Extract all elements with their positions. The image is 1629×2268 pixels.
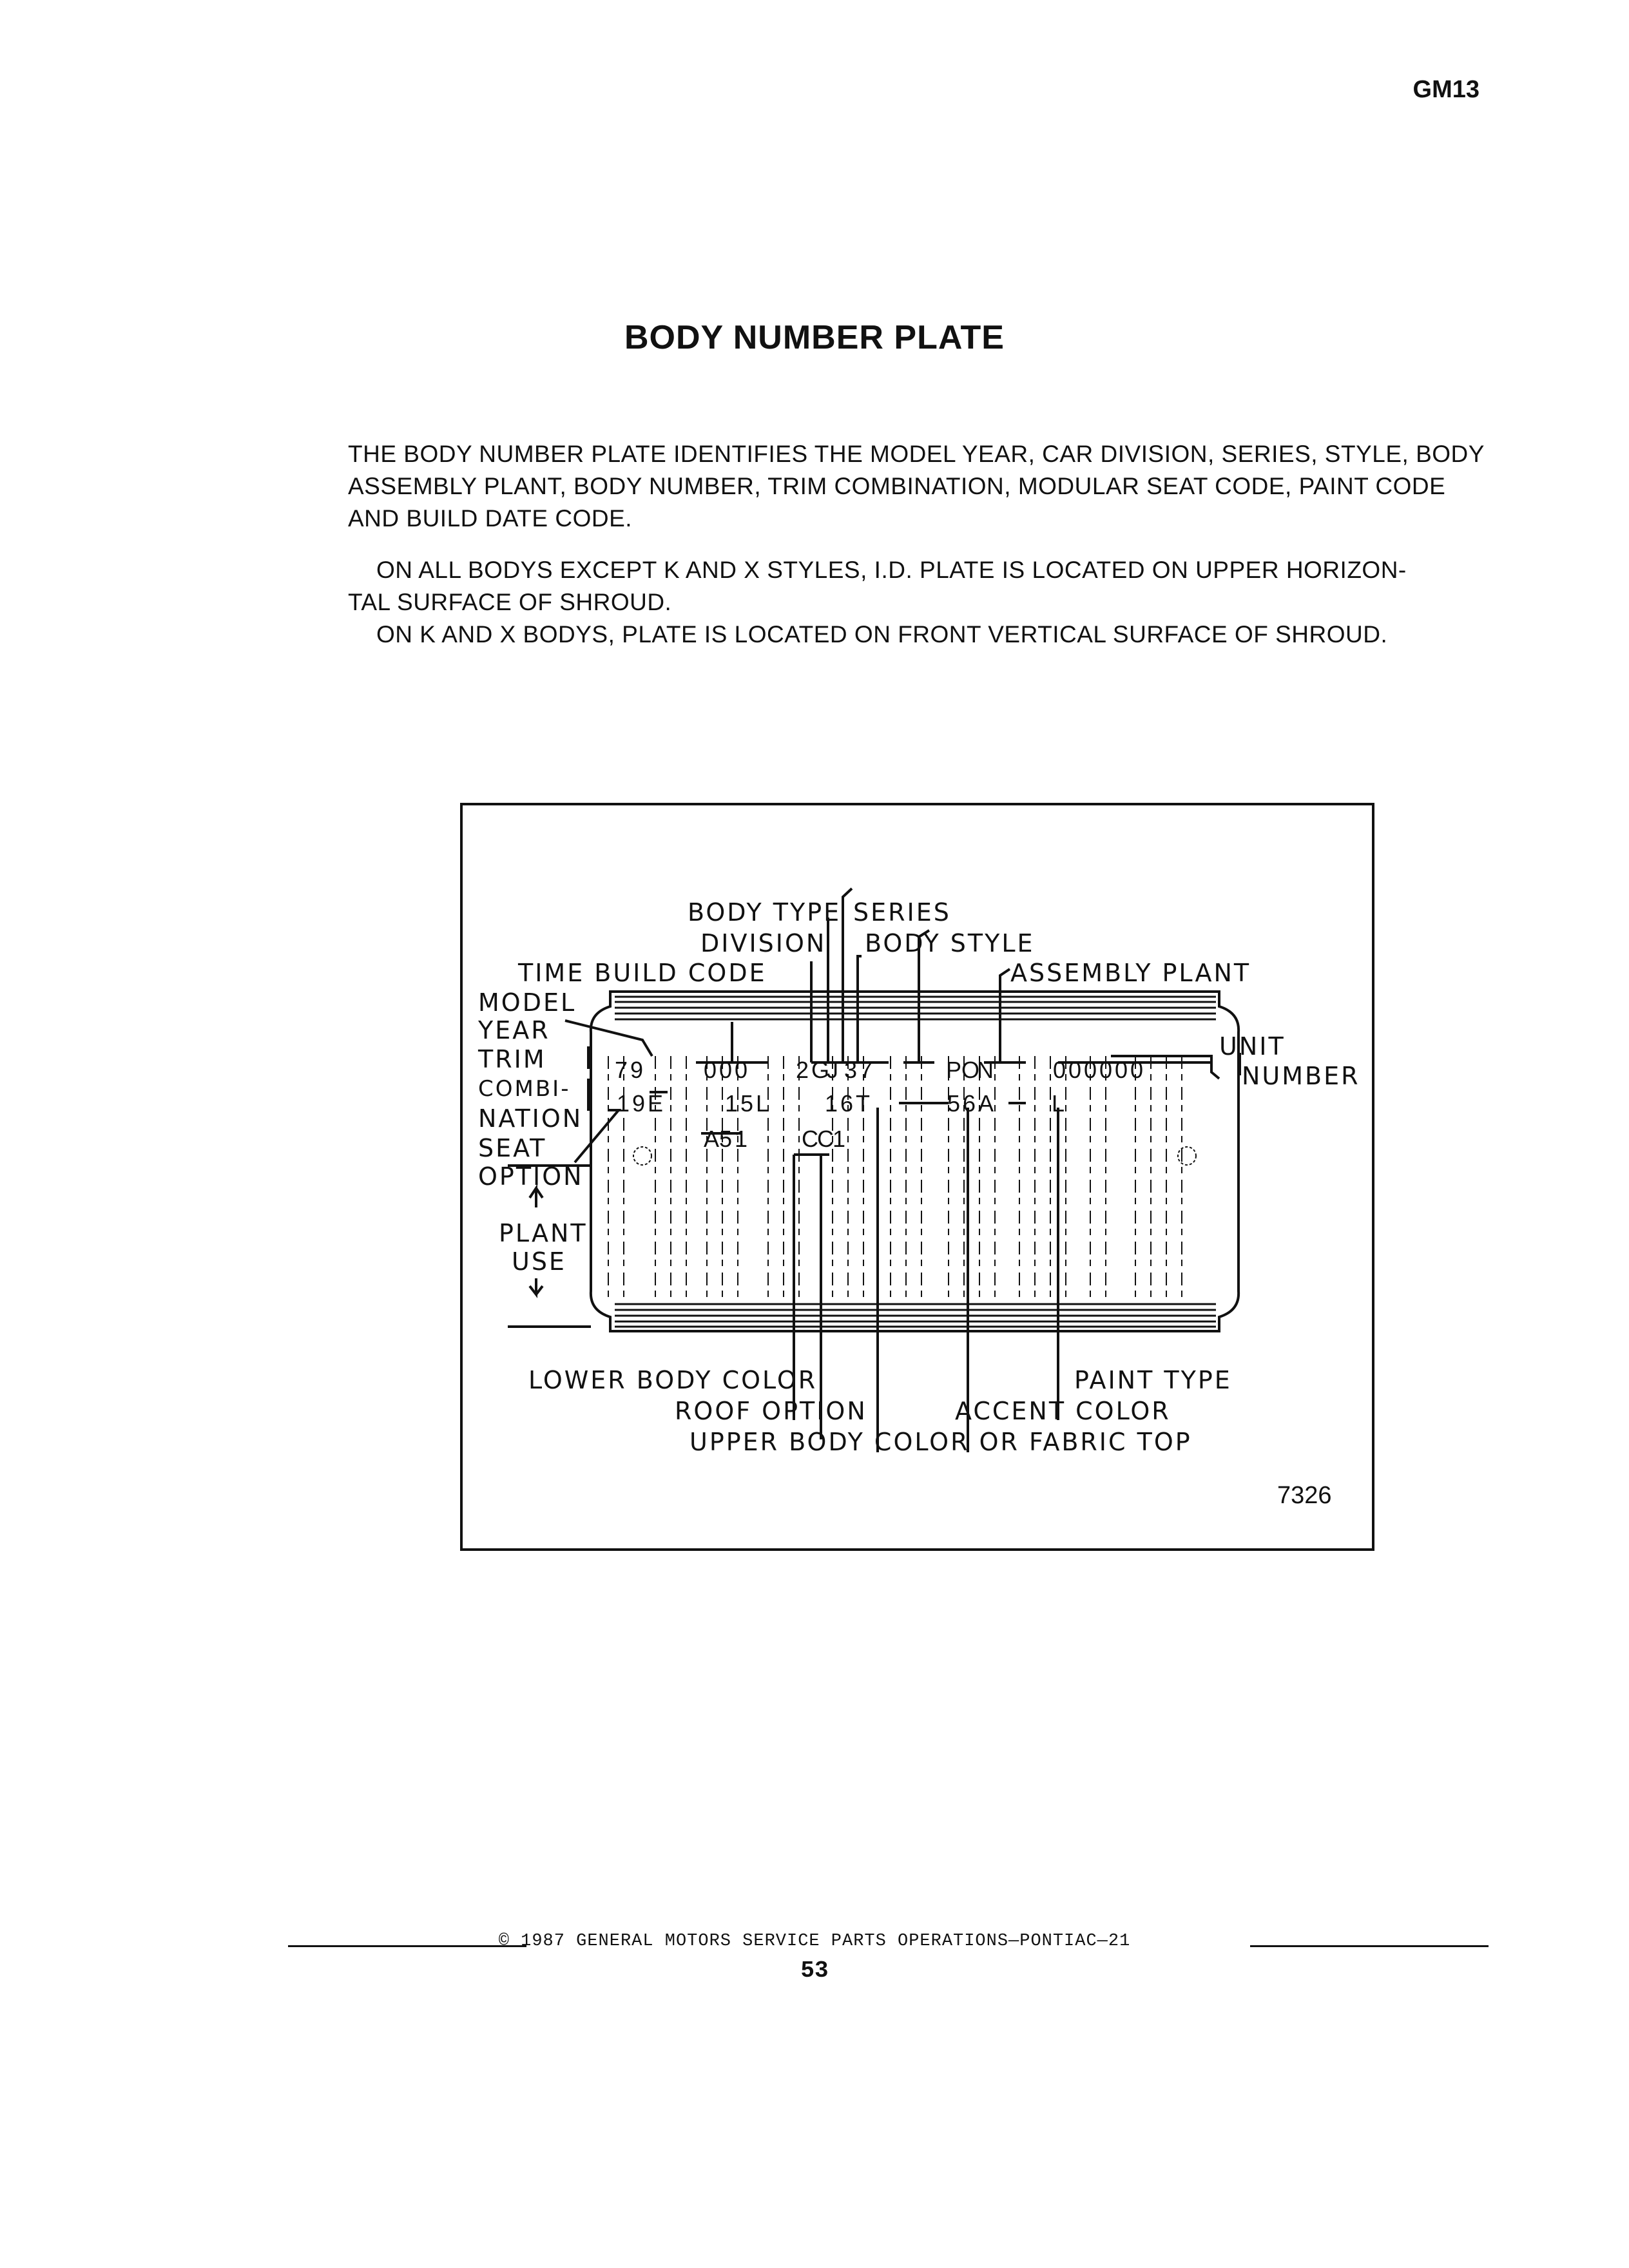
plate-char-row2: L [756,1090,769,1117]
plate-char-row1: 0 [1084,1057,1097,1083]
label-assembly-plant: ASSEMBLY PLANT [1010,959,1251,987]
label-body-style: BODY STYLE [865,929,1035,957]
plate-char-row1: 0 [1099,1057,1113,1083]
plate-char-row1: 0 [1115,1057,1128,1083]
plate-char-row2: 1 [825,1090,838,1117]
plate-char-row2: T [856,1090,870,1117]
plate-char-row3: 1 [735,1126,748,1152]
location-line-2: TAL SURFACE OF SHROUD. [348,589,672,615]
label-nation: NATION [478,1104,583,1133]
plate-char-row2: 1 [725,1090,738,1117]
label-paint-type: PAINT TYPE [1074,1366,1232,1394]
plate-char-row2: 6 [840,1090,854,1117]
plate-char-row2: 9 [632,1090,646,1117]
plate-char-row1: P [946,1057,962,1083]
label-body-type: BODY TYPE [688,898,842,927]
plate-char-row1: 0 [1053,1057,1066,1083]
label-number: NUMBER [1242,1062,1360,1090]
plate-char-row1: 9 [630,1057,644,1083]
location-line-3: ON K AND X BODYS, PLATE IS LOCATED ON FRONT VERTICAL SURFACE OF SHROUD. [376,621,1388,648]
plate-char-row1: 0 [719,1057,733,1083]
plate-char-row1: 7 [615,1057,628,1083]
label-time-build-code: TIME BUILD CODE [518,959,767,987]
plate-char-row2: 5 [740,1090,754,1117]
label-trim: TRIM [478,1045,546,1073]
intro-paragraph: THE BODY NUMBER PLATE IDENTIFIES THE MODEL YEAR, CAR DIVISION, SERIES, STYLE, BODY ASSEMBLY PLANT, BODY NUMBER, TRIM COMBINATION, MODULAR SEAT CODE, PAINT CODE AND BUILD DATE CODE. [348,441,1485,532]
label-option: OPTION [478,1162,584,1191]
plate-char-row1: G [811,1057,830,1083]
plate-char-row1: 0 [1130,1057,1144,1083]
label-plant: PLANT [499,1219,588,1247]
label-use: USE [512,1247,566,1276]
page-title: BODY NUMBER PLATE [624,319,1005,356]
plate-char-row1: 2 [796,1057,809,1083]
label-model: MODEL [478,988,577,1017]
plate-char-row1: 0 [1068,1057,1082,1083]
plate-char-row1: N [977,1057,994,1083]
label-series: SERIES [853,898,951,927]
label-roof-option: ROOF OPTION [675,1397,867,1425]
label-upper-body-color: UPPER BODY COLOR OR FABRIC TOP [689,1428,1192,1456]
plate-char-row3: A [704,1126,720,1152]
label-division: DIVISION [700,929,827,957]
body-number-plate-diagram [459,802,1376,1552]
page-code: GM13 [1412,76,1480,103]
label-combi: COMBI- [478,1076,571,1102]
plate-char-row2: 1 [617,1090,630,1117]
plate-char-row3: 1 [833,1126,846,1152]
plate-char-row2: 5 [947,1090,961,1117]
plate-char-row1: 0 [704,1057,717,1083]
label-seat: SEAT [478,1134,547,1162]
plate-char-row1: O [961,1057,980,1083]
plate-char-row1: 7 [860,1057,873,1083]
location-line-1: ON ALL BODYS EXCEPT K AND X STYLES, I.D. PLATE IS LOCATED ON UPPER HORIZON- [376,557,1407,583]
label-year: YEAR [478,1016,550,1044]
plate-char-row3: C [817,1126,834,1152]
plate-char-row3: C [802,1126,818,1152]
plate-char-row1: 0 [735,1057,748,1083]
plate-char-row2: L [1052,1090,1065,1117]
footer-copyright: © 1987 GENERAL MOTORS SERVICE PARTS OPERATIONS—PONTIAC—21 [498,1932,1131,1951]
label-unit: UNIT [1219,1032,1286,1061]
plate-char-row2: 6 [963,1090,976,1117]
plate-char-row2: A [978,1090,994,1117]
plate-char-row1: J [827,1057,838,1083]
plate-char-row2: E [648,1090,664,1117]
plate-char-row3: 5 [719,1126,733,1152]
figure-number: 7326 [1277,1482,1332,1509]
page-number: 53 [800,1957,829,1984]
label-lower-body-color: LOWER BODY COLOR [528,1366,818,1394]
label-accent-color: ACCENT COLOR [955,1397,1171,1425]
location-paragraph [348,554,1508,651]
plate-char-row1: 3 [844,1057,858,1083]
